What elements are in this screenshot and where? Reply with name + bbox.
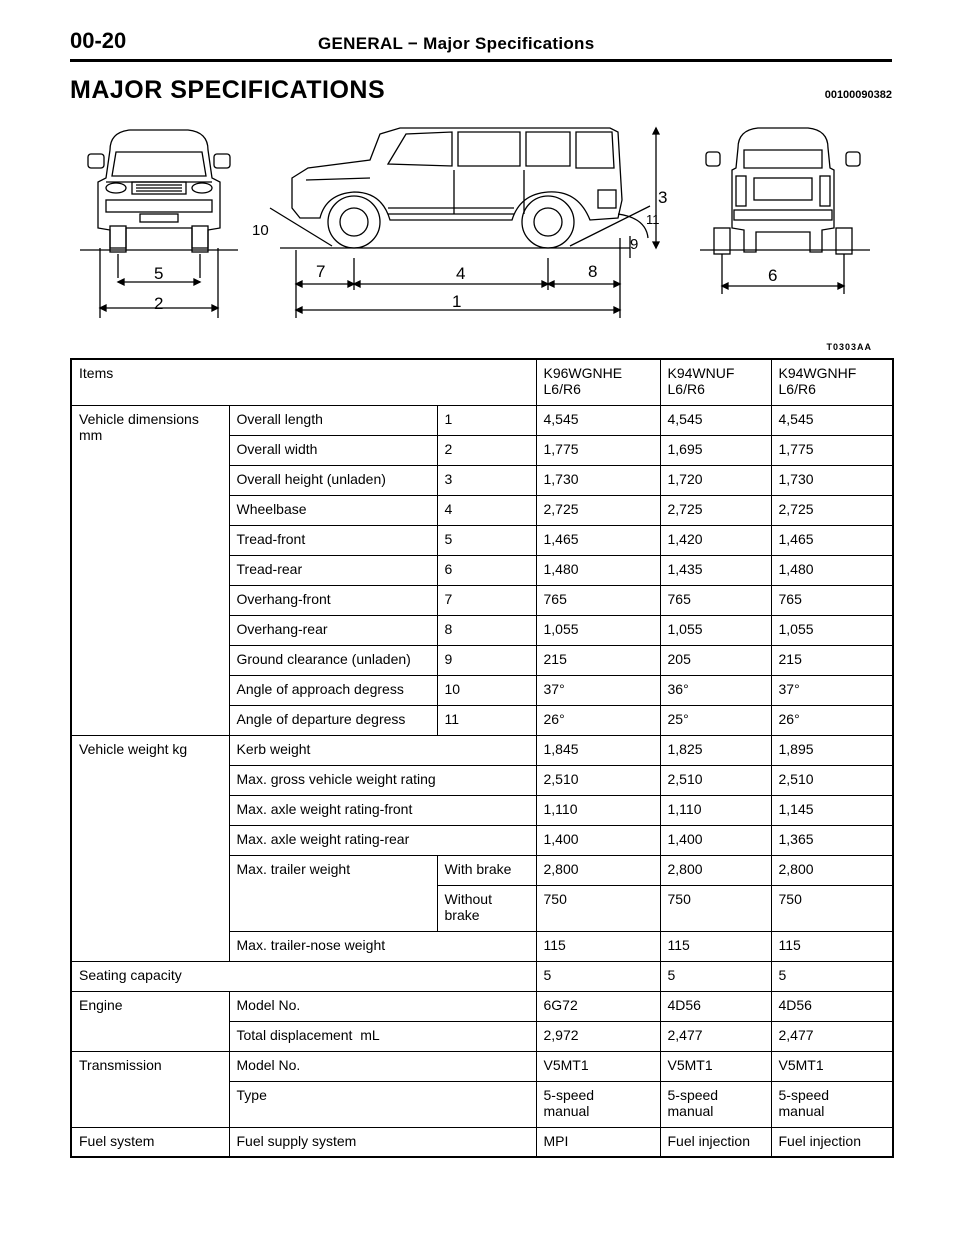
row-number: 2 bbox=[437, 435, 536, 465]
row-item: Model No. bbox=[229, 991, 536, 1021]
row-value: V5MT1 bbox=[660, 1051, 771, 1081]
row-value: 1,465 bbox=[536, 525, 660, 555]
table-row bbox=[71, 735, 893, 765]
group-seating-capacity: Seating capacity bbox=[71, 961, 536, 991]
row-value: 1,730 bbox=[771, 465, 893, 495]
row-value: 1,420 bbox=[660, 525, 771, 555]
row-value: 1,480 bbox=[771, 555, 893, 585]
row-value: 2,725 bbox=[660, 495, 771, 525]
group-engine: Engine bbox=[71, 991, 229, 1051]
row-value: 1,825 bbox=[660, 735, 771, 765]
row-value: 1,775 bbox=[771, 435, 893, 465]
row-item: Overhang-front bbox=[229, 585, 437, 615]
callout-10: 10 bbox=[252, 222, 269, 239]
row-value: 4D56 bbox=[660, 991, 771, 1021]
row-value: 750 bbox=[536, 885, 660, 931]
row-value: 4,545 bbox=[536, 405, 660, 435]
row-item: Max. axle weight rating-rear bbox=[229, 825, 536, 855]
group-vehicle-dimensions: Vehicle dimensions mm bbox=[71, 405, 229, 735]
page-header bbox=[70, 28, 892, 60]
row-value: 1,465 bbox=[771, 525, 893, 555]
row-value: MPI bbox=[536, 1127, 660, 1157]
row-item: Overhang-rear bbox=[229, 615, 437, 645]
row-item: Angle of departure degress bbox=[229, 705, 437, 735]
callout-3: 3 bbox=[658, 188, 668, 207]
row-value: 2,800 bbox=[771, 855, 893, 885]
row-value: 36° bbox=[660, 675, 771, 705]
row-value: 1,055 bbox=[660, 615, 771, 645]
row-value: 2,725 bbox=[536, 495, 660, 525]
callout-9: 9 bbox=[630, 236, 639, 253]
header-items: Items bbox=[71, 359, 536, 405]
row-value: 6G72 bbox=[536, 991, 660, 1021]
row-value: 1,145 bbox=[771, 795, 893, 825]
row-value: 2,477 bbox=[771, 1021, 893, 1051]
table-row bbox=[71, 1051, 893, 1081]
table-row bbox=[71, 991, 893, 1021]
row-value: 1,400 bbox=[536, 825, 660, 855]
row-value: 26° bbox=[771, 705, 893, 735]
row-value: 2,800 bbox=[660, 855, 771, 885]
row-value: 5 bbox=[660, 961, 771, 991]
row-value: 115 bbox=[771, 931, 893, 961]
row-item: Overall width bbox=[229, 435, 437, 465]
row-value: 2,725 bbox=[771, 495, 893, 525]
row-number: 5 bbox=[437, 525, 536, 555]
row-item: Ground clearance (unladen) bbox=[229, 645, 437, 675]
row-item: Overall length bbox=[229, 405, 437, 435]
row-value: 750 bbox=[660, 885, 771, 931]
row-value: 4D56 bbox=[771, 991, 893, 1021]
header-model-3: K94WGNHF L6/R6 bbox=[771, 359, 893, 405]
group-vehicle-weight: Vehicle weight kg bbox=[71, 735, 229, 961]
row-value: 5 bbox=[536, 961, 660, 991]
group-transmission: Transmission bbox=[71, 1051, 229, 1127]
row-value: 1,480 bbox=[536, 555, 660, 585]
row-item: Max. trailer-nose weight bbox=[229, 931, 536, 961]
row-item: Overall height (unladen) bbox=[229, 465, 437, 495]
header-model-2: K94WNUF L6/R6 bbox=[660, 359, 771, 405]
table-row bbox=[71, 1127, 893, 1157]
row-item: Max. axle weight rating-front bbox=[229, 795, 536, 825]
document-code: 00100090382 bbox=[824, 89, 892, 101]
table-row bbox=[71, 961, 893, 991]
row-item: Kerb weight bbox=[229, 735, 536, 765]
row-value: 750 bbox=[771, 885, 893, 931]
row-value: 5-speed manual bbox=[660, 1081, 771, 1127]
front-view-drawing bbox=[80, 130, 238, 318]
row-value: 1,435 bbox=[660, 555, 771, 585]
vehicle-drawing bbox=[70, 118, 892, 356]
row-value: 1,055 bbox=[771, 615, 893, 645]
callout-2: 2 bbox=[154, 294, 164, 313]
row-number: 6 bbox=[437, 555, 536, 585]
row-value: 1,730 bbox=[536, 465, 660, 495]
row-subitem: With brake bbox=[437, 855, 536, 885]
row-value: 37° bbox=[771, 675, 893, 705]
row-item: Wheelbase bbox=[229, 495, 437, 525]
row-value: 1,845 bbox=[536, 735, 660, 765]
row-value: 765 bbox=[771, 585, 893, 615]
callout-6: 6 bbox=[768, 266, 778, 285]
row-number: 4 bbox=[437, 495, 536, 525]
header-model-1: K96WGNHE L6/R6 bbox=[536, 359, 660, 405]
row-item: Max. trailer weight bbox=[229, 855, 437, 931]
row-value: V5MT1 bbox=[771, 1051, 893, 1081]
rear-view-drawing bbox=[700, 128, 870, 294]
row-value: 1,895 bbox=[771, 735, 893, 765]
row-value: V5MT1 bbox=[536, 1051, 660, 1081]
row-value: 1,110 bbox=[536, 795, 660, 825]
row-value: 1,110 bbox=[660, 795, 771, 825]
callout-5: 5 bbox=[154, 264, 164, 283]
row-value: 215 bbox=[771, 645, 893, 675]
row-value: 115 bbox=[660, 931, 771, 961]
row-value: 2,800 bbox=[536, 855, 660, 885]
row-value: 1,695 bbox=[660, 435, 771, 465]
row-value: 2,510 bbox=[536, 765, 660, 795]
row-value: 5-speed manual bbox=[536, 1081, 660, 1127]
row-value: 2,510 bbox=[771, 765, 893, 795]
header-rule bbox=[70, 59, 892, 62]
vehicle-dimensions-figure bbox=[70, 118, 892, 356]
row-item: Model No. bbox=[229, 1051, 536, 1081]
row-number: 9 bbox=[437, 645, 536, 675]
row-value: Fuel injection bbox=[660, 1127, 771, 1157]
figure-code: T0303AA bbox=[826, 342, 872, 352]
row-value: Fuel injection bbox=[771, 1127, 893, 1157]
side-view-drawing bbox=[270, 128, 659, 318]
row-item: Fuel supply system bbox=[229, 1127, 536, 1157]
row-item: Total displacement mL bbox=[229, 1021, 536, 1051]
row-value: 1,720 bbox=[660, 465, 771, 495]
callout-1: 1 bbox=[452, 292, 462, 311]
row-value: 5-speed manual bbox=[771, 1081, 893, 1127]
row-number: 7 bbox=[437, 585, 536, 615]
row-value: 4,545 bbox=[660, 405, 771, 435]
row-value: 4,545 bbox=[771, 405, 893, 435]
row-item: Tread-rear bbox=[229, 555, 437, 585]
callout-8: 8 bbox=[588, 262, 598, 281]
row-value: 25° bbox=[660, 705, 771, 735]
group-fuel-system: Fuel system bbox=[71, 1127, 229, 1157]
callout-7: 7 bbox=[316, 262, 326, 281]
row-value: 205 bbox=[660, 645, 771, 675]
row-item: Angle of approach degress bbox=[229, 675, 437, 705]
row-item: Type bbox=[229, 1081, 536, 1127]
table-row bbox=[71, 405, 893, 435]
specifications-table bbox=[70, 358, 894, 1158]
row-number: 3 bbox=[437, 465, 536, 495]
table-header-row bbox=[71, 359, 893, 405]
row-subitem: Without brake bbox=[437, 885, 536, 931]
row-value: 215 bbox=[536, 645, 660, 675]
row-value: 1,775 bbox=[536, 435, 660, 465]
row-number: 11 bbox=[437, 705, 536, 735]
row-value: 26° bbox=[536, 705, 660, 735]
row-item: Tread-front bbox=[229, 525, 437, 555]
row-value: 115 bbox=[536, 931, 660, 961]
row-number: 1 bbox=[437, 405, 536, 435]
callout-11: 11 bbox=[646, 212, 660, 227]
row-value: 765 bbox=[660, 585, 771, 615]
row-value: 2,972 bbox=[536, 1021, 660, 1051]
row-number: 8 bbox=[437, 615, 536, 645]
row-value: 765 bbox=[536, 585, 660, 615]
running-title: GENERAL − Major Specifications bbox=[318, 34, 595, 53]
row-value: 2,477 bbox=[660, 1021, 771, 1051]
page-title: MAJOR SPECIFICATIONS bbox=[70, 76, 386, 104]
page-number: 00-20 bbox=[70, 28, 127, 53]
row-value: 37° bbox=[536, 675, 660, 705]
row-item: Max. gross vehicle weight rating bbox=[229, 765, 536, 795]
row-number: 10 bbox=[437, 675, 536, 705]
row-value: 1,400 bbox=[660, 825, 771, 855]
row-value: 1,055 bbox=[536, 615, 660, 645]
callout-4: 4 bbox=[456, 264, 466, 283]
row-value: 2,510 bbox=[660, 765, 771, 795]
row-value: 5 bbox=[771, 961, 893, 991]
row-value: 1,365 bbox=[771, 825, 893, 855]
